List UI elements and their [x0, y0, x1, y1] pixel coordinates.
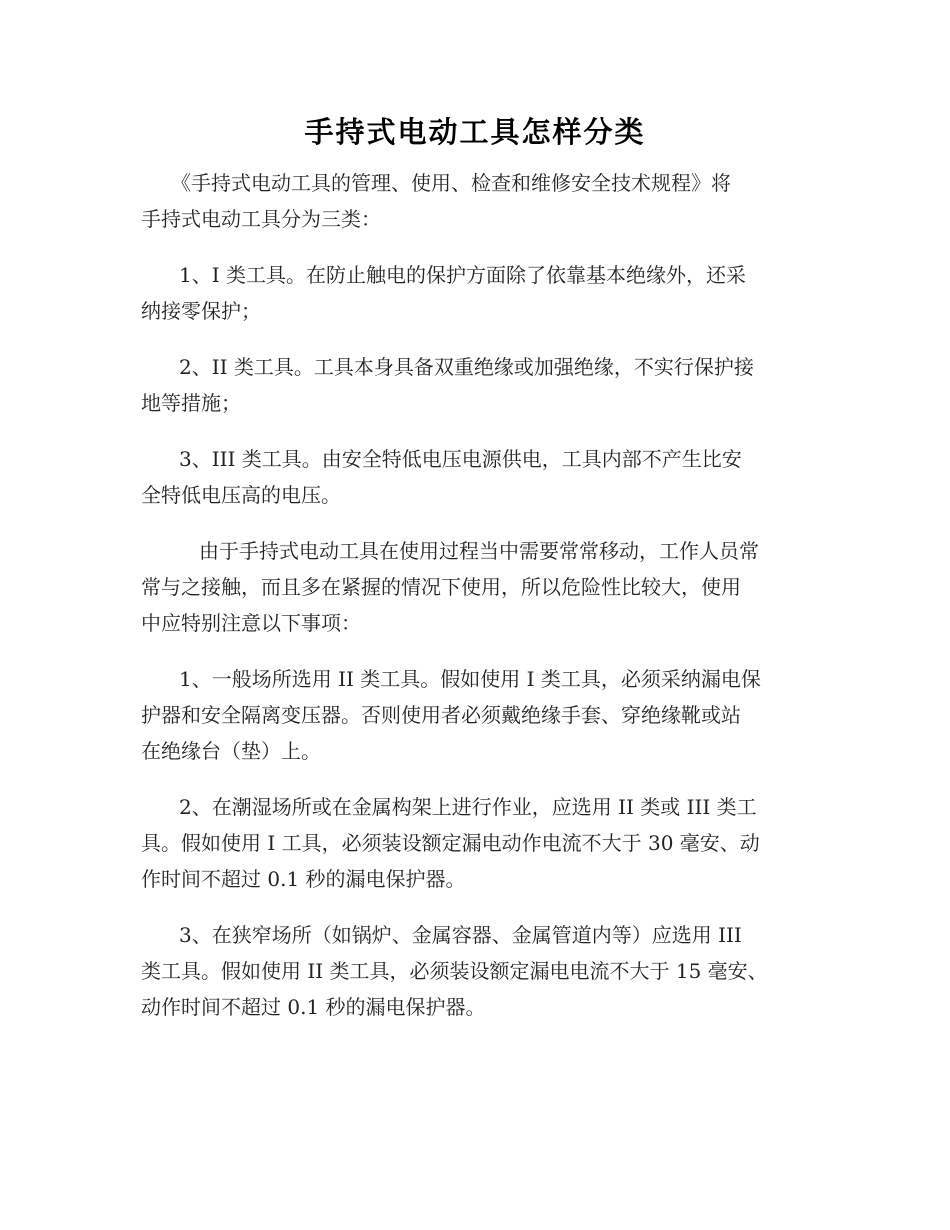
paragraph-line: 全特低电压高的电压。 [141, 483, 341, 507]
document-title: 手持式电动工具怎样分类 [304, 115, 646, 149]
paragraph-line: 1、一般场所选用 II 类工具。假如使用 I 类工具，必须采纳漏电保 [179, 667, 761, 691]
paragraph-line: 3、III 类工具。由安全特低电压电源供电，工具内部不产生比安 [179, 447, 742, 471]
paragraph-line: 纳接零保护； [141, 299, 261, 323]
paragraph-class-two [141, 349, 811, 421]
paragraph-line: 地等措施； [141, 391, 241, 415]
paragraph-line: 常与之接触，而且多在紧握的情况下使用，所以危险性比较大，使用 [141, 575, 741, 599]
paragraph-class-three [141, 441, 811, 513]
paragraph-line: 护器和安全隔离变压器。否则使用者必须戴绝缘手套、穿绝缘靴或站 [141, 703, 741, 727]
paragraph-line: 2、II 类工具。工具本身具备双重绝缘或加强绝缘，不实行保护接 [179, 355, 754, 379]
paragraph-class-one [141, 257, 811, 329]
paragraph-line: 在绝缘台（垫）上。 [141, 739, 321, 763]
paragraph-line: 类工具。假如使用 II 类工具，必须装设额定漏电电流不大于 15 毫安、 [141, 959, 768, 983]
paragraph-line: 《手持式电动工具的管理、使用、检查和维修安全技术规程》将 [171, 171, 731, 195]
paragraph-line: 手持式电动工具分为三类： [141, 207, 381, 231]
paragraph-line: 由于手持式电动工具在使用过程当中需要常常移动，工作人员常 [199, 539, 759, 563]
paragraph-line: 中应特别注意以下事项： [141, 611, 361, 635]
paragraph-line: 动作时间不超过 0.1 秒的漏电保护器。 [141, 995, 486, 1019]
paragraph-line: 1、I 类工具。在防止触电的保护方面除了依靠基本绝缘外，还采 [179, 263, 746, 287]
paragraph-line: 具。假如使用 I 工具，必须装设额定漏电动作电流不大于 30 毫安、动 [141, 831, 760, 855]
paragraph-line: 3、在狭窄场所（如锅炉、金属容器、金属管道内等）应选用 III [179, 923, 742, 947]
paragraph-precaution-one [141, 661, 811, 769]
paragraph-line: 作时间不超过 0.1 秒的漏电保护器。 [141, 867, 466, 891]
document-body [141, 165, 811, 1045]
paragraph-precautions-intro [141, 533, 811, 641]
paragraph-intro [141, 165, 811, 237]
paragraph-line: 2、在潮湿场所或在金属构架上进行作业，应选用 II 类或 III 类工 [179, 795, 757, 819]
paragraph-precaution-three [141, 917, 811, 1025]
paragraph-precaution-two [141, 789, 811, 897]
